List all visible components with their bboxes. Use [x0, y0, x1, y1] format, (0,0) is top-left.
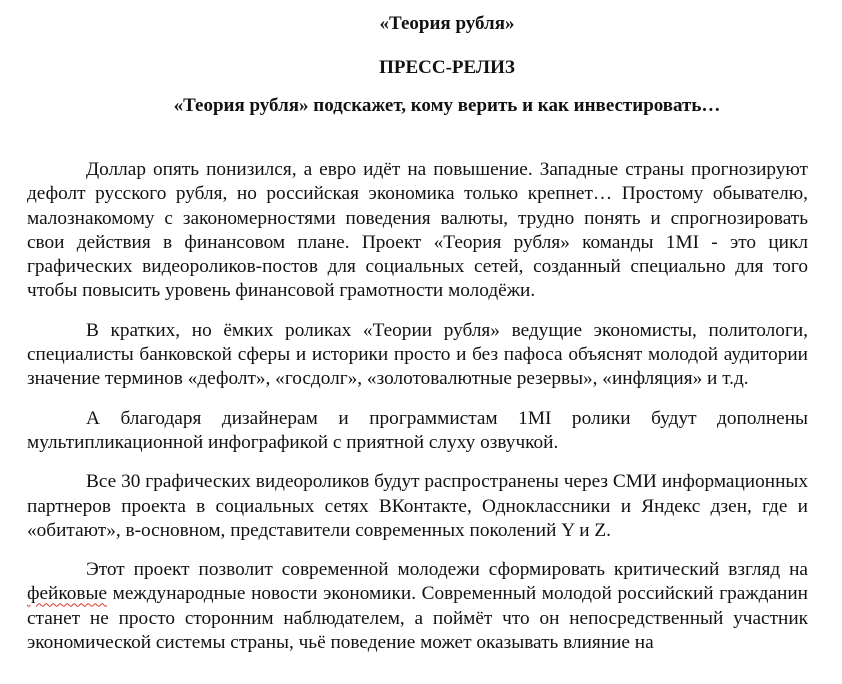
paragraph-4: Все 30 графических видеороликов будут распространены через СМИ информационных партнеров проекта в социальных сетях ВКонтакте, Одноклассники и Яндекс дзен, где и «обитают», в-основном, представители современных поколений Y и Z.	[27, 471, 808, 541]
paragraph-5	[27, 558, 808, 655]
paragraph-5-start: Этот проект позволит современной молодежи сформировать критический взгляд на	[86, 559, 808, 581]
headline: «Теория рубля» подскажет, кому верить и как инвестировать…	[173, 95, 721, 116]
paragraph-1: Доллар опять понизился, а евро идёт на повышение. Западные страны прогнозируют дефолт русского рубля, но российская экономика только крепнет… Простому обывателю, малознакомому с закономерностями поведения валюты, трудно понять и спрогнозировать свои действия в финансовом плане. Проект «Теория рубля» команды 1MI - это цикл графических видеороликов-постов для социальных сетей, созданный специально для того чтобы повысить уровень финансовой грамотности молодёжи.	[27, 159, 808, 302]
press-release-label: ПРЕСС-РЕЛИЗ	[379, 57, 515, 78]
document-title: «Теория рубля»	[379, 13, 515, 34]
paragraph-2: В кратких, но ёмких роликах «Теории рубля» ведущие экономисты, политологи, специалисты банковской сферы и историки просто и без пафоса объяснят молодой аудитории значение терминов «дефолт», «госдолг», «золотовалютные резервы», «инфляция» и т.д.	[27, 319, 808, 390]
paragraph-5-end: международные новости экономики. Современный молодой российский гражданин станет не просто сторонним наблюдателем, а поймёт что он непосредственный участник экономической системы страны, чьё поведение может оказывать влияние на	[27, 583, 808, 654]
paragraph-3: А благодаря дизайнерам и программистам 1MI ролики будут дополнены мультипликационной инфографикой с приятной слуху озвучкой.	[27, 407, 808, 453]
document-body	[27, 158, 808, 670]
spellcheck-flagged-word[interactable]: фейковые	[27, 583, 108, 605]
